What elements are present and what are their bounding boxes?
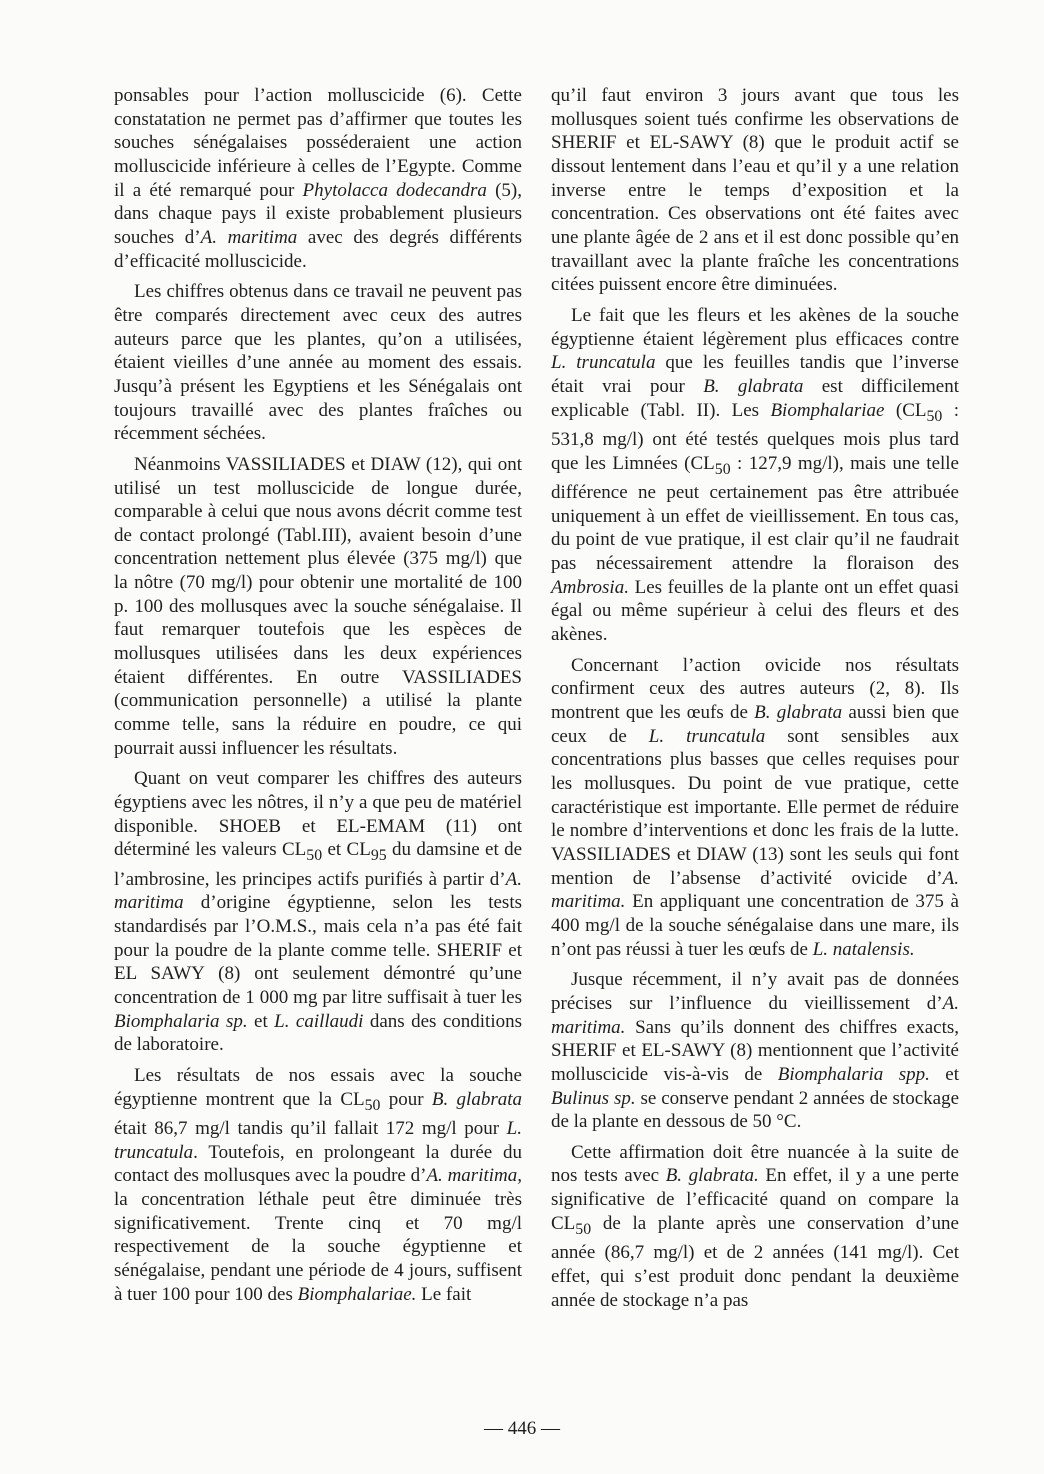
species-name: L. truncatula bbox=[648, 725, 766, 747]
species-name: Biomphalariae. bbox=[297, 1283, 417, 1305]
paragraph bbox=[551, 1141, 959, 1312]
paragraph bbox=[114, 1064, 522, 1306]
species-name: A. maritima. bbox=[551, 992, 959, 1038]
species-name: B. glabrata bbox=[754, 702, 843, 723]
text-run: (CL bbox=[884, 399, 927, 421]
text-run: . Toutefois, en prolongeant la durée du contact des mollusques avec la poudre d’ bbox=[114, 1141, 522, 1187]
text-run: ponsables pour l’action molluscicide (6). Cette constatation ne permet pas d’affirmer que toutes les souches sénégalaises posséderaient une action molluscicide inférieure à celles de l’Egypte. Comme il a été remarqué pour bbox=[114, 85, 522, 201]
right-column bbox=[551, 84, 959, 1319]
paragraph-continued bbox=[114, 84, 522, 273]
text-run: : 531,8 mg/l) ont été testés quelques mois plus tard que les Limnées (CL bbox=[551, 399, 960, 474]
text-run: Les résultats de nos essais avec la souche égyptienne montrent que la CL bbox=[114, 1065, 522, 1110]
paragraph: Néanmoins VASSILIADES et DIAW (12), qui ont utilisé un test molluscicide de longue durée, comparable à celui que nous avons décrit comme test de contact prolongé (Tabl.III), avaient besoin d’une concentration nettement plus élevée (375 mg/l) que la nôtre (70 mg/l) pour obtenir une mortalité de 100 p. 100 des mollusques avec la souche sénégalaise. Il faut remarquer toutefois que les espèces de mollusques utilisées dans les deux expériences étaient différentes. En outre VASSILIADES (communication personnelle) a utilisé la plante comme telle, sans la réduire en poudre, ce qui pourrait aussi influencer les résultats. bbox=[114, 453, 522, 759]
text-run: (5), dans chaque pays il existe probablement plusieurs souches d’ bbox=[114, 179, 522, 248]
subscript: 95 bbox=[370, 847, 387, 865]
text-run: était 86,7 mg/l tandis qu’il fallait 172 mg/l pour bbox=[114, 1118, 507, 1140]
text-run: du damsine et de l’ambrosine, les principes actifs purifiés à partir d’ bbox=[114, 839, 523, 890]
text-run: se conserve pendant 2 années de stockage de la plante en dessous de 50 °C. bbox=[551, 1087, 960, 1133]
text-run: aussi bien que ceux de bbox=[551, 702, 960, 747]
species-name: L. natalensis. bbox=[812, 938, 915, 960]
paragraph bbox=[114, 767, 522, 1057]
text-run: et CL bbox=[322, 839, 371, 861]
text-run: pour bbox=[380, 1088, 432, 1110]
paragraph bbox=[551, 654, 959, 962]
text-run: Quant on veut comparer les chiffres des auteurs égyptiens avec les nôtres, il n’y a que peu de matériel disponible. SHOEB et EL-EMAM (11) ont déterminé les valeurs CL bbox=[114, 768, 522, 861]
text-run: dans des conditions de laboratoire. bbox=[114, 1010, 523, 1056]
text-run: et bbox=[247, 1010, 275, 1032]
text-run: Concernant l’action ovicide nos résultats confirment ceux des autres auteurs (2, 8). Ils montrent que les œufs de bbox=[551, 654, 959, 723]
paragraph-continued: qu’il faut environ 3 jours avant que tous les mollusques soient tués confirme les observations de SHERIF et EL-SAWY (8) que le produit actif se dissout lentement dans l’eau et qu’il y a une relation inverse entre le temps d’exposition et la concentration. Ces observations ont été faites avec une plante âgée de 2 ans et il est donc possible qu’en travaillant avec la plante fraîche les concentrations citées puissent encore être diminuées. bbox=[551, 85, 959, 296]
species-name: L. truncatula bbox=[551, 352, 656, 374]
text-run: que les feuilles tandis que l’inverse était vrai pour bbox=[551, 352, 959, 397]
left-column bbox=[114, 84, 522, 1313]
page-number: — 446 — bbox=[484, 1418, 560, 1439]
subscript: 50 bbox=[306, 847, 323, 865]
species-name: A. maritima bbox=[200, 226, 298, 248]
species-name: A. maritima. bbox=[551, 867, 959, 913]
subscript: 50 bbox=[714, 460, 731, 478]
text-run: Le fait bbox=[416, 1283, 472, 1305]
text-run: sont sensibles aux concentrations plus basses que celles requises pour les mollusques. Du point de vue pratique, cette caractéristique est importante. Elle permet de réduire le nombre d’interventions et donc les frais de la lutte. VASSILIADES et DIAW (13) sont les seuls qui font mention de l’absense d’activité ovicide d’ bbox=[551, 725, 959, 889]
species-name: Ambrosia. bbox=[551, 576, 629, 598]
text-run: Les feuilles de la plante ont un effet quasi égal ou même supérieur à celui des fleurs et des akènes. bbox=[551, 576, 959, 646]
species-name: L. truncatula bbox=[114, 1118, 522, 1163]
text-run: : 127,9 mg/l), mais une telle différence ne peut certainement pas être attribuée uniquement à un effet de vieillissement. En tous cas, du point de vue pratique, il est clair qu’il ne faudrait pas nécessairement attendre la floraison des bbox=[551, 452, 959, 575]
text-run: est difficilement explicable (Tabl. II). Les bbox=[551, 375, 960, 421]
text-run: Jusque récemment, il n’y avait pas de données précises sur l’influence du vieillissement d’ bbox=[551, 969, 959, 1014]
subscript: 50 bbox=[926, 407, 943, 425]
text-run: En effet, il y a une perte significative de l’efficacité quand on compare la CL bbox=[551, 1165, 959, 1234]
species-name: B. glabrata bbox=[703, 375, 804, 397]
species-name: Biomphalaria sp. bbox=[114, 1010, 248, 1032]
paragraph: Les chiffres obtenus dans ce travail ne peuvent pas être comparés directement avec ceux des autres auteurs parce que les plantes, qu’on a utilisées, étaient vieilles d’une année au moment des essais. Jusqu’à présent les Egyptiens et les Sénégalais ont toujours travaillé avec des plantes fraîches ou récemment séchées. bbox=[114, 281, 522, 445]
species-name: B. glabrata. bbox=[665, 1165, 759, 1187]
species-name: Phytolacca dodecandra bbox=[302, 179, 487, 201]
text-run: et bbox=[929, 1063, 959, 1085]
text-run: Le fait que les fleurs et les akènes de la souche égyptienne étaient légèrement plus efficaces contre bbox=[551, 304, 959, 350]
species-name: B. glabrata bbox=[431, 1088, 523, 1110]
text-run: Sans qu’ils donnent des chiffres exacts, SHERIF et EL-SAWY (8) mentionnent que l’activité molluscicide vis-à-vis de bbox=[551, 1016, 959, 1085]
species-name: Bulinus sp. bbox=[551, 1087, 636, 1109]
species-name: A. maritima bbox=[114, 868, 522, 914]
text-run: de la plante après une conservation d’une année (86,7 mg/l) et de 2 années (141 mg/l). Cet effet, qui s’est produit donc pendant la deuxième année de stockage n’a pas bbox=[551, 1212, 959, 1311]
subscript: 50 bbox=[364, 1096, 381, 1114]
paragraph bbox=[551, 968, 959, 1134]
paragraph bbox=[551, 304, 959, 647]
text-run: En appliquant une concentration de 375 à 400 mg/l de la souche sénégalaise dans une mare, ils n’ont pas réussi à tuer les œufs de bbox=[551, 891, 959, 960]
text-run: avec des degrés différents d’efficacité molluscicide. bbox=[114, 226, 523, 272]
subscript: 50 bbox=[575, 1220, 592, 1238]
species-name: L. caillaudi bbox=[274, 1010, 364, 1032]
text-run: d’origine égyptienne, selon les tests standardisés par l’O.M.S., mais cela n’a pas été fait pour la poudre de la plante comme telle. SHERIF et EL SAWY (8) ont seulement démontré qu’une concentration de 1 000 mg par litre suffisait à tuer les bbox=[114, 892, 522, 1009]
species-name: A. maritima, bbox=[426, 1165, 522, 1187]
text-run: Cette affirmation doit être nuancée à la suite de nos tests avec bbox=[551, 1141, 959, 1187]
species-name: Biomphalaria spp. bbox=[777, 1063, 930, 1085]
text-run: la concentration léthale peut être diminuée très significativement. Trente cinq et 70 mg/l respectivement de la souche égyptienne et sénégalaise, pendant une période de 4 jours, suffisent à tuer 100 pour 100 des bbox=[114, 1189, 522, 1305]
species-name: Biomphalariae bbox=[770, 399, 885, 421]
